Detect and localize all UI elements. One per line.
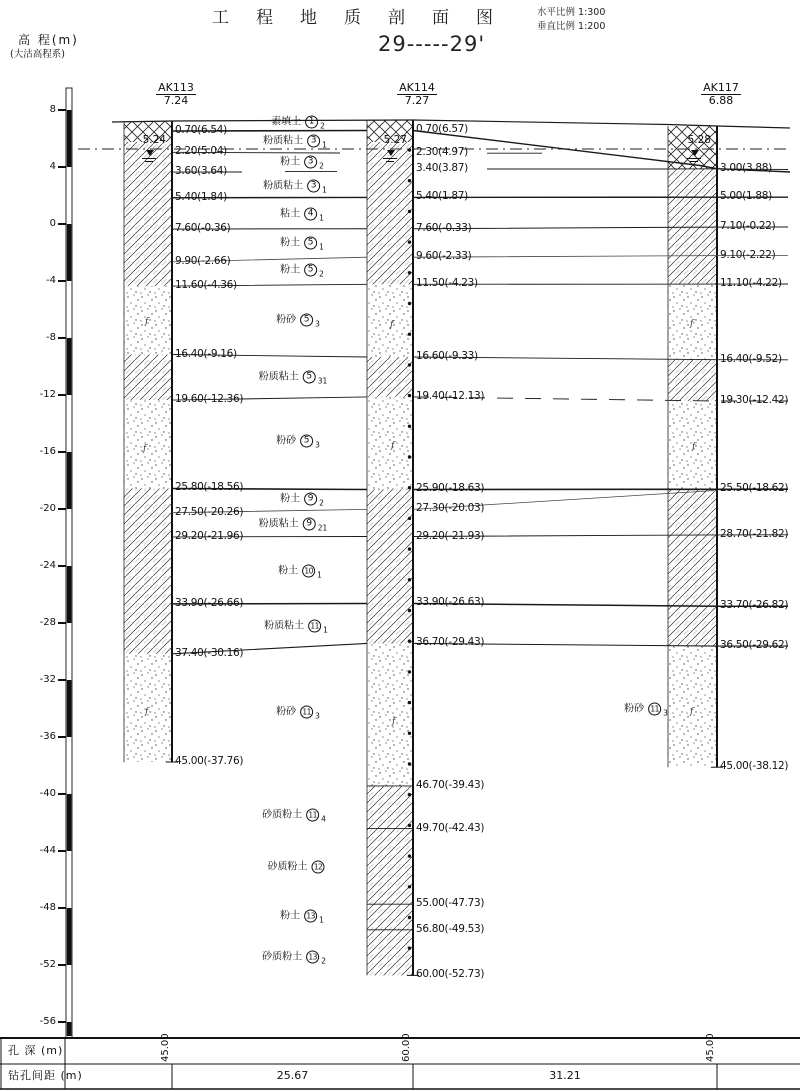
axis-tick-label: -48 (39, 902, 56, 913)
hole-depth-value: 45.00 (705, 1033, 716, 1062)
depth-mark: 45.00(-37.76) (175, 755, 244, 768)
axis-tick-mark (58, 622, 66, 624)
depth-mark: 29.20(-21.96) (175, 529, 244, 542)
stratum-number-subscript: 31 (317, 376, 328, 386)
borehole-column-ak117 (668, 126, 723, 767)
stratum-number-subscript: 1 (323, 625, 328, 635)
borehole-name: AK114 (399, 81, 435, 94)
sand-f-marker: f (690, 707, 694, 717)
stratum-label (276, 706, 320, 719)
stratum-name: 粉质粘土 (264, 620, 305, 631)
depth-mark: 2.20(5.04) (175, 145, 227, 158)
stratum-label (263, 180, 327, 193)
depth-mark: 9.10(-2.22) (720, 248, 776, 261)
depth-mark: 5.40(1.84) (175, 190, 227, 203)
axis-tick-mark (58, 451, 66, 453)
stratum-number-circle: 9 (303, 518, 316, 531)
depth-mark: 33.90(-26.66) (175, 596, 244, 609)
spacing-row-label: 钻孔间距 (m) (8, 1069, 83, 1082)
axis-tick-mark (58, 850, 66, 852)
depth-mark: 29.20(-21.93) (416, 529, 485, 542)
stratum-number-subscript: 3 (663, 708, 668, 718)
horizontal-scale: 水平比例 1:300 (537, 7, 606, 18)
axis-tick-label: -8 (46, 332, 56, 343)
stratum-label (271, 116, 325, 129)
depth-mark: 5.40(1.87) (416, 190, 468, 203)
stratum-number-subscript: 1 (322, 185, 327, 195)
axis-tick-mark (58, 280, 66, 282)
stratum-name: 粉土 (280, 264, 301, 275)
water-level-dash (145, 161, 153, 162)
water-level-icon (387, 150, 395, 156)
stratum-name: 粉质粘土 (258, 371, 299, 382)
stratum-number-subscript: 21 (317, 523, 328, 533)
axis-tick-mark (58, 565, 66, 567)
stratum-name: 砂质粉土 (262, 809, 303, 820)
stratum-name: 粉砂 (276, 706, 297, 717)
depth-mark: 3.60(3.64) (175, 165, 227, 178)
stratum-name: 砂质粉土 (267, 861, 308, 872)
stratum-name: 粉土 (280, 910, 301, 921)
depth-mark: 60.00(-52.73) (416, 968, 485, 981)
stratum-number-subscript: 1 (319, 213, 324, 223)
axis-tick-mark (58, 109, 66, 111)
depth-mark: 27.50(-20.26) (175, 505, 244, 518)
depth-mark: 19.30(-12.42) (720, 393, 789, 406)
sand-f-marker: f (391, 441, 395, 451)
stratum-number-subscript: 2 (321, 956, 326, 966)
depth-mark: 7.10(-0.22) (720, 220, 776, 233)
stratum-number-circle: 9 (304, 493, 317, 506)
axis-tick-label: -24 (39, 560, 56, 571)
axis-tick-mark (58, 679, 66, 681)
depth-mark: 25.50(-18.62) (720, 482, 789, 495)
depth-mark: 3.40(3.87) (416, 161, 468, 174)
depth-mark: 16.40(-9.52) (720, 352, 782, 365)
sand-f-marker: f (692, 442, 696, 452)
stratum-number-subscript: 2 (319, 161, 324, 171)
stratum-name: 粉土 (280, 237, 301, 248)
water-level-icon (691, 150, 699, 156)
stratum-label (276, 314, 320, 327)
depth-mark: 19.60(-12.36) (175, 393, 244, 406)
depth-mark: 11.50(-4.23) (416, 277, 478, 290)
stratum-label (624, 703, 668, 716)
depth-mark: 11.10(-4.22) (720, 277, 782, 290)
axis-tick-mark (58, 736, 66, 738)
axis-tick-mark (58, 508, 66, 510)
water-level-dash (383, 158, 397, 159)
sand-f-marker: f (145, 317, 149, 327)
stratum-number-circle: 5 (304, 237, 317, 250)
borehole-elevation: 6.88 (708, 94, 734, 107)
stratum-number-subscript: 1 (319, 915, 324, 925)
water-level-dash (142, 158, 156, 159)
borehole-spacing-value: 31.21 (549, 1069, 581, 1082)
axis-tick-label: -20 (39, 503, 56, 514)
sand-f-marker: f (390, 320, 394, 330)
axis-tick-label: -36 (39, 731, 56, 742)
stratum-label (280, 208, 324, 221)
axis-tick-label: -44 (39, 845, 56, 856)
depth-mark: 11.60(-4.36) (175, 279, 237, 292)
depth-mark: 7.60(-0.33) (416, 221, 472, 234)
axis-tick-label: 0 (49, 218, 56, 229)
borehole-spacing-value: 25.67 (276, 1069, 309, 1082)
stratum-number-circle: 5 (300, 435, 313, 448)
depth-mark: 16.40(-9.16) (175, 347, 237, 360)
borehole-column-ak114 (367, 120, 419, 975)
stratum-label (264, 620, 328, 633)
stratum-label (280, 493, 324, 506)
axis-tick-label: -40 (39, 788, 56, 799)
stratum-label (263, 135, 327, 148)
stratum-name: 素填土 (271, 116, 302, 127)
stratum-label (262, 951, 326, 964)
stratum-name: 粉质粘土 (258, 518, 299, 529)
stratum-label (276, 435, 320, 448)
depth-mark: 49.70(-42.43) (416, 821, 485, 834)
sand-f-marker: f (143, 444, 147, 454)
stratum-number-circle: 4 (304, 208, 317, 221)
stratum-number-circle: 11 (308, 620, 321, 633)
depth-mark: 56.80(-49.53) (416, 922, 485, 935)
stratum-number-subscript: 1 (317, 570, 322, 580)
stratum-number-circle: 11 (306, 809, 319, 822)
stratum-number-circle: 3 (304, 156, 317, 169)
depth-mark: 9.90(-2.66) (175, 254, 231, 267)
depth-mark: 33.90(-26.63) (416, 596, 485, 609)
hole-depth-row-label: 孔 深 (m) (8, 1044, 64, 1057)
sand-f-marker: f (392, 717, 396, 727)
water-level-dash (690, 161, 698, 162)
depth-mark: 25.80(-18.56) (175, 481, 244, 494)
axis-tick-label: -52 (39, 959, 56, 970)
axis-tick-mark (58, 907, 66, 909)
hole-depth-value: 60.00 (401, 1033, 412, 1062)
stratum-number-circle: 13 (304, 910, 317, 923)
stratum-number-subscript: 3 (315, 319, 320, 329)
depth-mark: 33.70(-26.82) (720, 599, 789, 612)
stratum-name: 粉土 (280, 493, 301, 504)
depth-mark: 7.60(-0.36) (175, 222, 231, 235)
depth-mark: 36.50(-29.62) (720, 639, 789, 652)
stratum-name: 粉砂 (624, 703, 645, 714)
depth-mark: 9.60(-2.33) (416, 250, 472, 263)
borehole-elevation: 7.24 (163, 94, 189, 107)
depth-mark: 3.00(3.88) (720, 161, 772, 174)
stratum-number-circle: 11 (300, 706, 313, 719)
axis-tick-label: 8 (49, 104, 56, 115)
depth-mark: 46.70(-39.43) (416, 778, 485, 791)
depth-mark: 28.70(-21.82) (720, 527, 789, 540)
stratum-number-circle: 12 (312, 861, 325, 874)
stratum-name: 粉土 (280, 156, 301, 167)
stratum-number-subscript: 1 (319, 242, 324, 252)
stratum-label (259, 371, 328, 384)
stratum-number-subscript: 2 (319, 498, 324, 508)
axis-tick-label: -12 (39, 389, 56, 400)
stratum-number-circle: 5 (304, 264, 317, 277)
depth-mark: 0.70(6.57) (416, 123, 468, 136)
stratum-number-subscript: 2 (320, 121, 325, 131)
section-label: 29-----29' (378, 32, 486, 56)
water-level-label: 5.24 (142, 134, 166, 146)
depth-mark: 45.00(-38.12) (720, 760, 789, 773)
stratum-number-subscript: 1 (322, 140, 327, 150)
axis-tick-label: -32 (39, 674, 56, 685)
axis-tick-mark (58, 337, 66, 339)
sand-f-marker: f (690, 319, 694, 329)
axis-tick-mark (58, 793, 66, 795)
borehole-column-ak113 (124, 121, 178, 762)
stratum-label (280, 237, 324, 250)
vertical-scale: 垂直比例 1:200 (537, 21, 606, 32)
water-level-dash (687, 158, 701, 159)
scale-block (537, 6, 605, 34)
stratum-number-subscript: 4 (321, 814, 326, 824)
drawing-title: 工程地质剖面图 (212, 8, 520, 28)
stratum-name: 粉砂 (276, 435, 297, 446)
stratum-label (280, 264, 324, 277)
axis-tick-mark (58, 964, 66, 966)
axis-tick-label: -4 (46, 275, 56, 286)
axis-tick-mark (58, 394, 66, 396)
depth-mark: 27.30(-20.03) (416, 502, 485, 515)
stratum-name: 砂质粉土 (262, 951, 303, 962)
elevation-axis-title: 高 程(m) (18, 33, 79, 47)
depth-mark: 19.40(-12.13) (416, 389, 485, 402)
stratum-label (268, 861, 325, 874)
stratum-label (280, 156, 324, 169)
hole-depth-value: 45.00 (160, 1033, 171, 1062)
elevation-axis-datum: (大沽高程系) (10, 49, 65, 60)
borehole-name: AK117 (703, 81, 739, 94)
water-level-dash (386, 161, 394, 162)
stratum-number-circle: 5 (303, 371, 316, 384)
axis-tick-mark (58, 223, 66, 225)
stratum-number-circle: 11 (648, 703, 661, 716)
stratum-name: 粉质粘土 (263, 135, 304, 146)
stratum-label (259, 518, 328, 531)
depth-mark: 36.70(-29.43) (416, 636, 485, 649)
stratum-number-circle: 5 (300, 314, 313, 327)
stratum-label (278, 565, 322, 578)
stratum-number-circle: 13 (306, 951, 319, 964)
stratum-number-circle: 3 (307, 180, 320, 193)
stratum-number-subscript: 2 (319, 269, 324, 279)
depth-mark: 16.60(-9.33) (416, 349, 478, 362)
stratum-number-circle: 10 (302, 565, 315, 578)
stratum-number-subscript: 3 (315, 711, 320, 721)
axis-tick-label: -56 (39, 1016, 56, 1027)
axis-tick-label: 4 (49, 161, 56, 172)
stratum-number-circle: 3 (307, 135, 320, 148)
stratum-name: 粉土 (278, 565, 299, 576)
stratum-name: 粘土 (280, 208, 301, 219)
depth-mark: 37.40(-30.16) (175, 646, 244, 659)
stratum-name: 粉质粘土 (263, 180, 304, 191)
axis-tick-mark (58, 1021, 66, 1023)
stratum-number-subscript: 3 (315, 440, 320, 450)
sand-f-marker: f (145, 707, 149, 717)
axis-tick-label: -16 (39, 446, 56, 457)
borehole-name: AK113 (158, 81, 194, 94)
depth-mark: 0.70(6.54) (175, 123, 227, 136)
stratum-number-circle: 1 (305, 116, 318, 129)
depth-mark: 5.00(1.88) (720, 190, 772, 203)
stratum-label (280, 910, 324, 923)
depth-mark: 25.90(-18.63) (416, 482, 485, 495)
borehole-elevation: 7.27 (404, 94, 430, 107)
axis-tick-label: -28 (39, 617, 56, 628)
stratum-name: 粉砂 (276, 314, 297, 325)
depth-mark: 55.00(-47.73) (416, 897, 485, 910)
water-level-label: 5.28 (687, 134, 711, 146)
axis-tick-mark (58, 166, 66, 168)
depth-mark: 2.30(4.97) (416, 146, 468, 159)
water-level-icon (146, 150, 154, 156)
stratum-label (262, 809, 326, 822)
water-level-label: 5.27 (383, 134, 407, 146)
